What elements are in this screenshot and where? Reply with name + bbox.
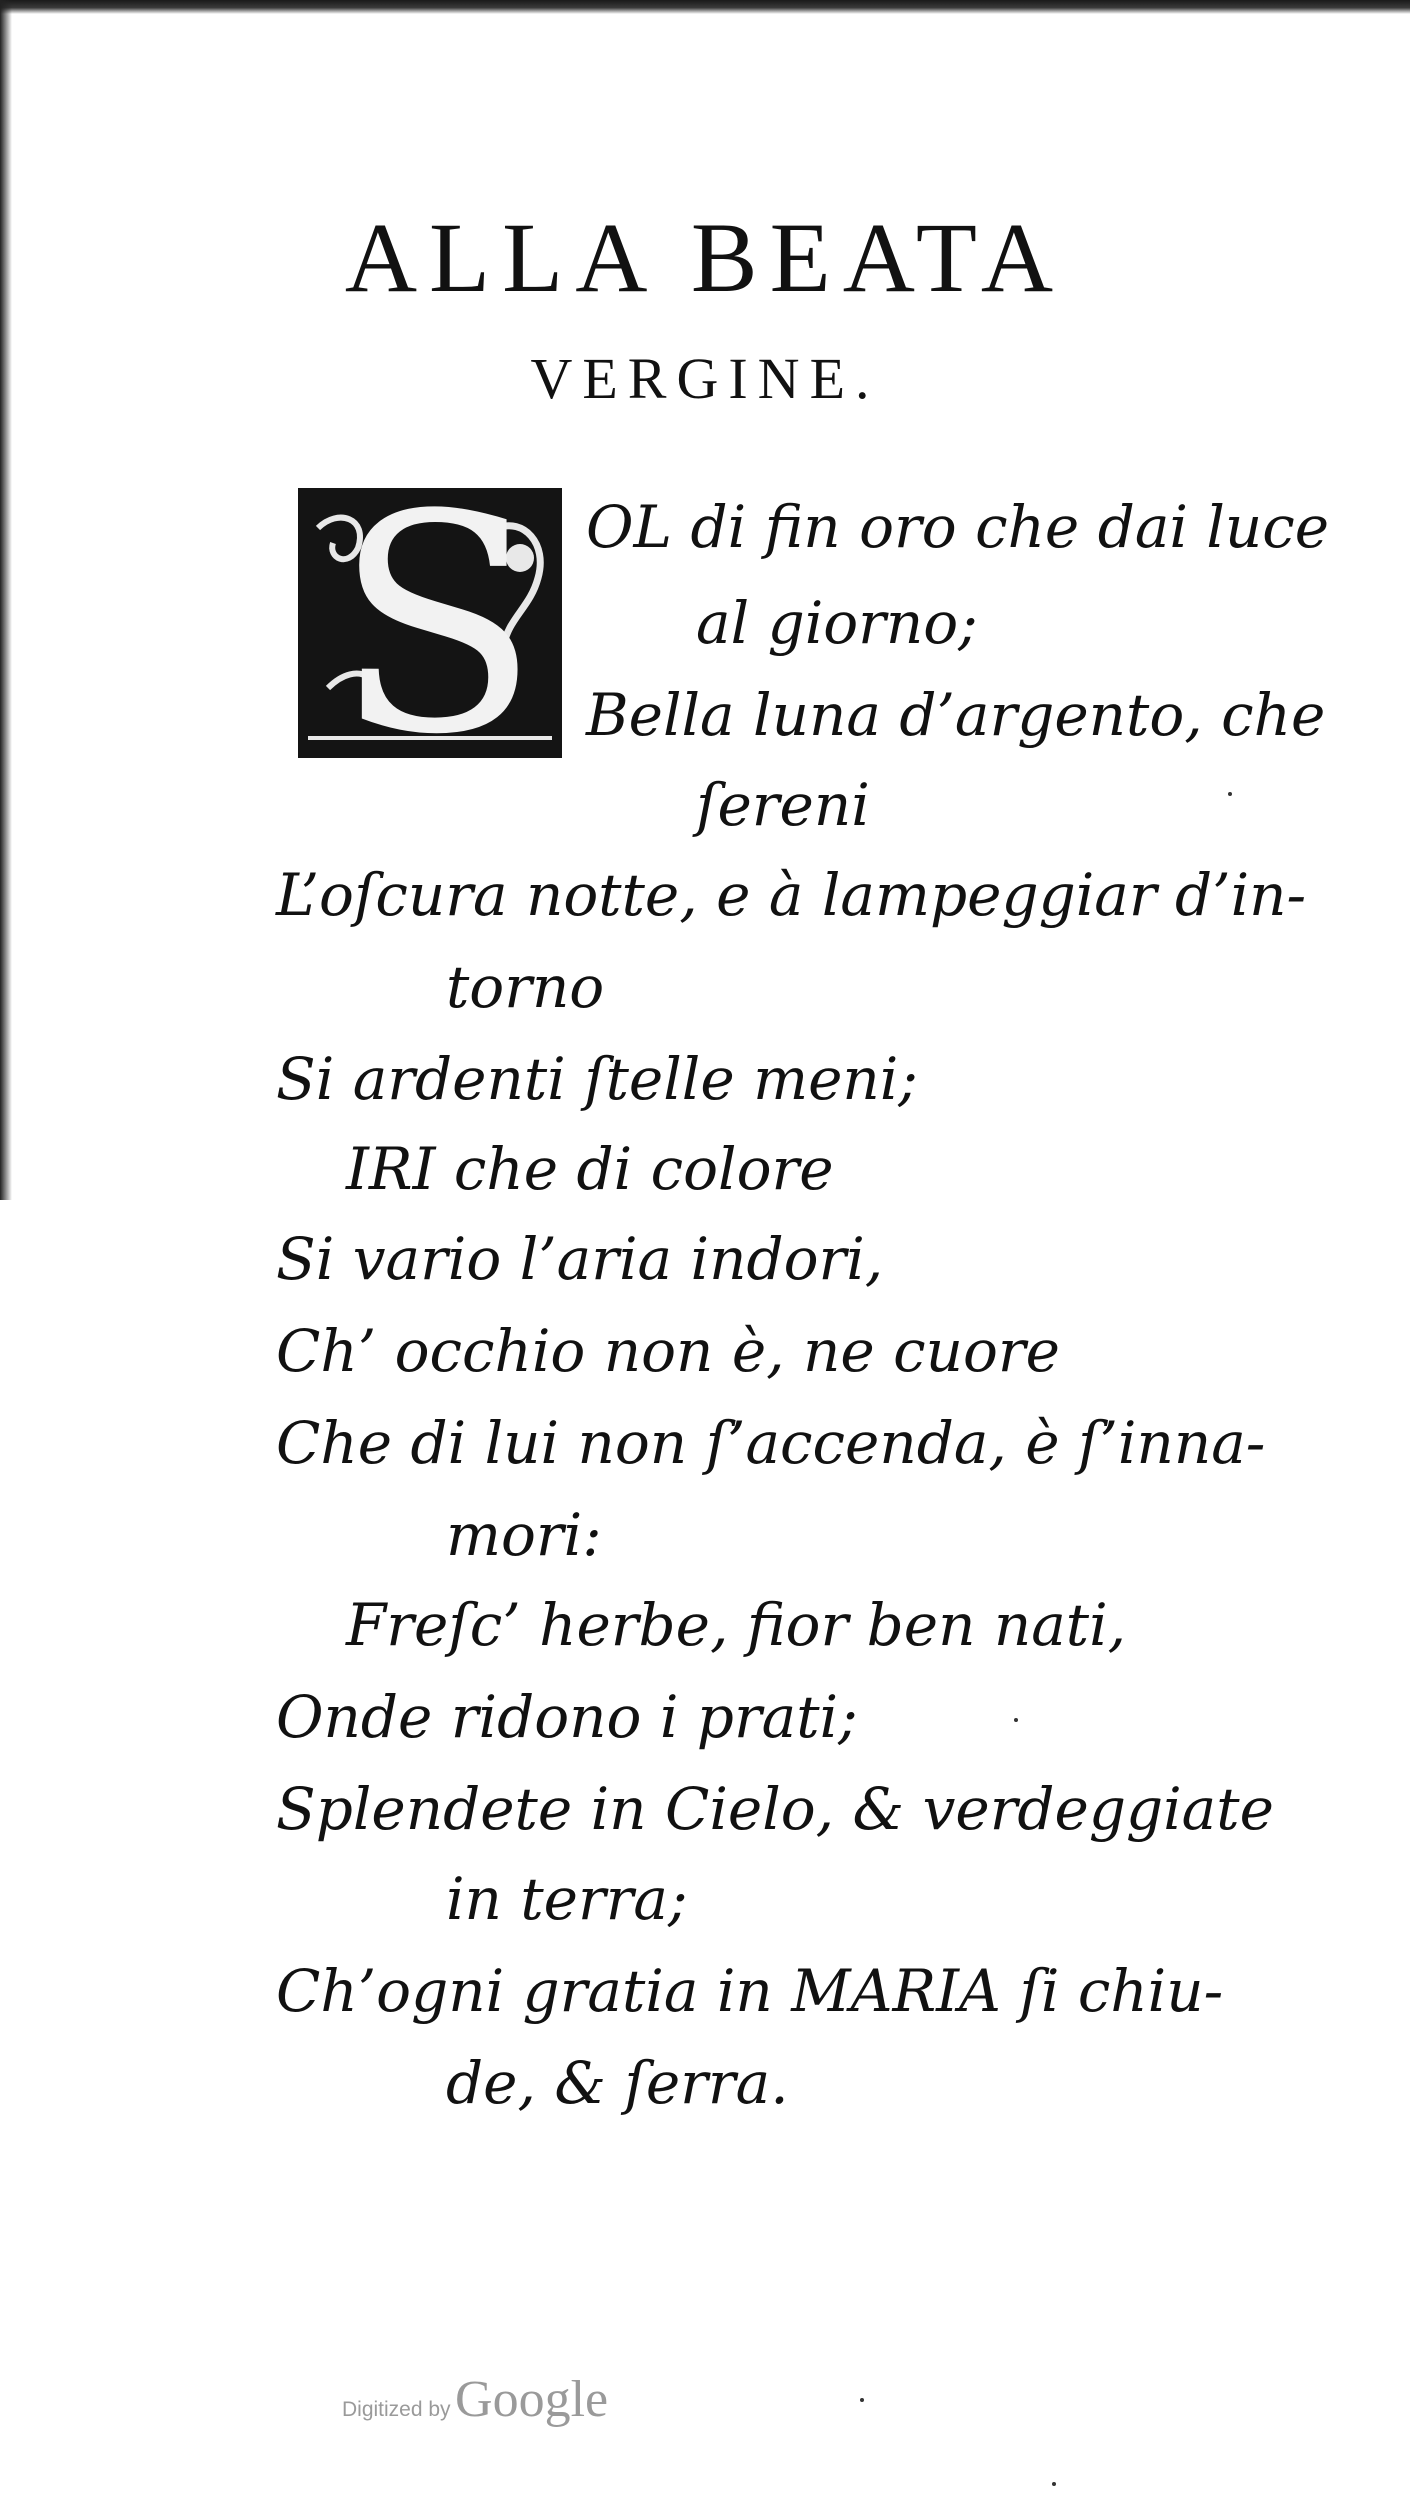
verse-line-11: Che di lui non ſ’accenda, è ſ’inna- [276,1409,1266,1477]
scan-speck [1052,2482,1056,2486]
scan-speck [1228,792,1232,796]
drop-cap-letter: S [334,488,540,758]
page-subtitle: VERGINE. [530,346,880,411]
verse-line-6: torno [446,953,605,1021]
verse-line-3: Bella luna d’argento, che [586,681,1326,749]
scan-edge-left [0,0,12,1200]
verse-line-9: Si vario l’aria indori, [276,1225,884,1293]
digitized-by-watermark [342,2370,608,2429]
verse-line-7: Si ardenti ſtelle meni; [276,1045,918,1113]
verse-line-2: al giorno; [696,589,978,657]
scan-speck [860,2398,864,2402]
page-title: ALLA BEATA [344,202,1066,313]
verse-line-15: Splendete in Cielo, & verdeggiate [276,1775,1274,1843]
verse-line-14: Onde ridono i prati; [276,1683,858,1751]
verse-line-17: Ch’ogni gratia in MARIA ſi chiu- [276,1957,1224,2025]
verse-line-10: Ch’ occhio non è, ne cuore [276,1317,1060,1385]
scan-speck [1014,1718,1018,1722]
verse-line-8: IRI che di colore [346,1135,834,1203]
verse-line-13: Freſc’ herbe, fior ben nati, [346,1591,1127,1659]
verse-line-5: L’oſcura notte, e à lampeggiar d’in- [276,861,1307,929]
verse-line-16: in terra; [446,1865,688,1933]
digitized-by-label: Digitized by [342,2398,451,2421]
google-logo: Google [455,2371,609,2428]
drop-cap-initial [298,488,562,758]
scan-edge-top [0,0,1410,14]
verse-line-12: mori: [446,1501,602,1569]
verse-line-18: de, & ſerra. [446,2049,789,2117]
verse-line-1: OL di fin oro che dai luce [586,493,1330,561]
verse-line-4: ſereni [696,771,870,839]
